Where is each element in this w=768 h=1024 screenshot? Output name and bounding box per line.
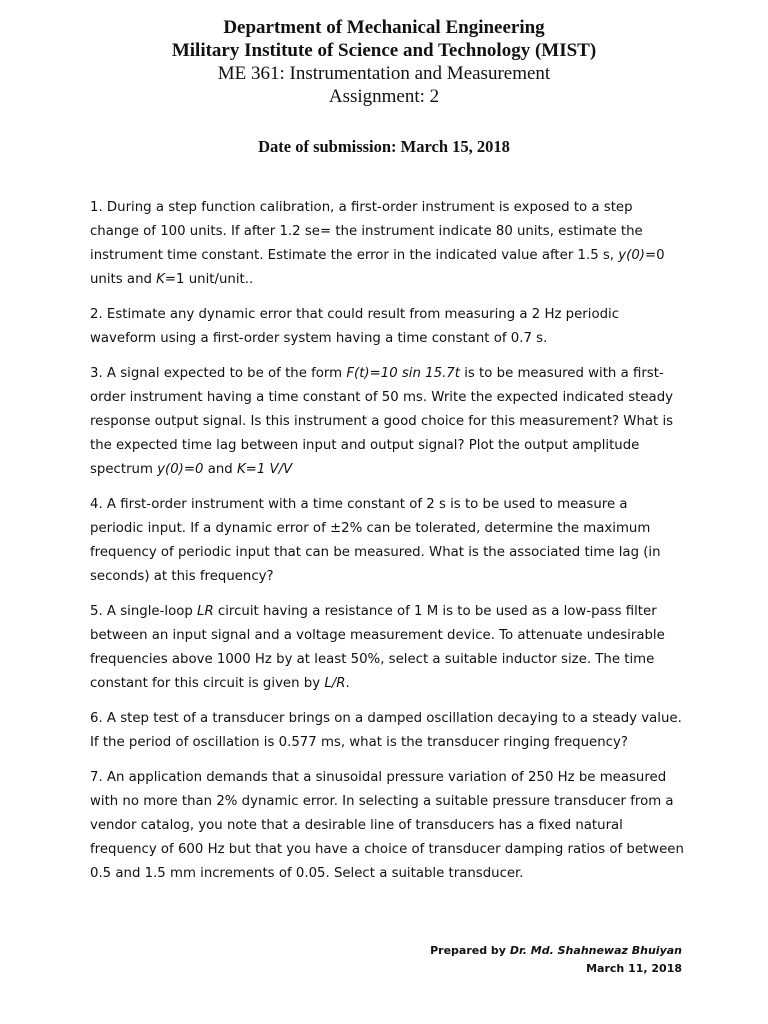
question-4 xyxy=(90,493,685,589)
prepared-date: March 11, 2018 xyxy=(586,962,682,975)
question-7 xyxy=(90,766,685,886)
q3-text-3: and xyxy=(203,462,237,477)
q5-italic-1: LR xyxy=(197,604,214,619)
question-list xyxy=(90,196,685,897)
author-name: Dr. Md. Shahnewaz Bhuiyan xyxy=(509,944,682,957)
q3-text-1: 3. A signal expected to be of the form xyxy=(90,366,347,381)
course-title: ME 361: Instrumentation and Measurement xyxy=(217,63,551,84)
prepared-by-label: Prepared by xyxy=(430,944,510,957)
question-6 xyxy=(90,707,685,755)
q1-text-2: =0 units and xyxy=(90,248,665,287)
q3-text-2: is to be measured with a first-order instrument having a time constant of 50 ms. Write the expected indicated steady response output signal. Is this instrument a good choice for this measurement? What is the expected time lag between input and output signal? Plot the output amplitude spectrum xyxy=(90,366,674,477)
q2-text-1: 2. Estimate any dynamic error that could result from measuring a 2 Hz periodic waveform using a first-order system having a time constant of 0.7 s. xyxy=(90,307,620,346)
question-3 xyxy=(90,362,685,482)
question-1 xyxy=(90,196,685,292)
prepared-by-block xyxy=(430,942,682,978)
q3-italic-3: K=1 V/V xyxy=(236,462,293,477)
question-2 xyxy=(90,303,685,351)
question-5 xyxy=(90,600,685,696)
q1-text-1: 1. During a step function calibration, a first-order instrument is exposed to a step change of 100 units. If after 1.2 se= the instrument indicate 80 units, estimate the instrument time constant. Estimate the error in the indicated value after 1.5 s, xyxy=(90,200,643,263)
q5-text-1: 5. A single-loop xyxy=(90,604,198,619)
q1-text-3: =1 unit/unit.. xyxy=(164,272,254,287)
q6-text-1: 6. A step test of a transducer brings on a damped oscillation decaying to a steady value. If the period of oscillation is 0.577 ms, what is the transducer ringing frequency? xyxy=(90,711,682,750)
q4-text-1: 4. A first-order instrument with a time constant of 2 s is to be used to measure a periodic input. If a dynamic error of ±2% can be tolerated, determine the maximum frequency of periodic input that can be measured. What is the associated time lag (in seconds) at this frequency? xyxy=(90,497,661,584)
institute-title: Military Institute of Science and Technology (MIST) xyxy=(171,40,597,61)
q3-italic-2: y(0)=0 xyxy=(157,462,204,477)
assignment-title: Assignment: 2 xyxy=(328,86,440,107)
q1-italic-1: y(0) xyxy=(618,248,645,263)
q3-italic-1: F(t)=10 sin 15.7t xyxy=(346,366,460,381)
q5-italic-2: L/R xyxy=(324,676,346,691)
document-header xyxy=(0,16,768,108)
department-title: Department of Mechanical Engineering xyxy=(223,17,545,38)
q5-text-2: circuit having a resistance of 1 M is to be used as a low-pass filter between an input signal and a voltage measurement device. To attenuate undesirable frequencies above 1000 Hz by at least 50%, select a suitable inductor size. The time constant for this circuit is given by xyxy=(90,604,665,691)
q7-text-1: 7. An application demands that a sinusoidal pressure variation of 250 Hz be measured with no more than 2% dynamic error. In selecting a suitable pressure transducer from a vendor catalog, you note that a desirable line of transducers has a fixed natural frequency of 600 Hz but that you have a choice of transducer damping ratios of between 0.5 and 1.5 mm increments of 0.05. Select a suitable transducer. xyxy=(90,770,684,881)
submission-date: Date of submission: March 15, 2018 xyxy=(258,137,510,156)
prepared-by-line xyxy=(430,942,682,960)
q5-text-3: . xyxy=(345,676,350,691)
q1-italic-2: K xyxy=(156,272,165,287)
